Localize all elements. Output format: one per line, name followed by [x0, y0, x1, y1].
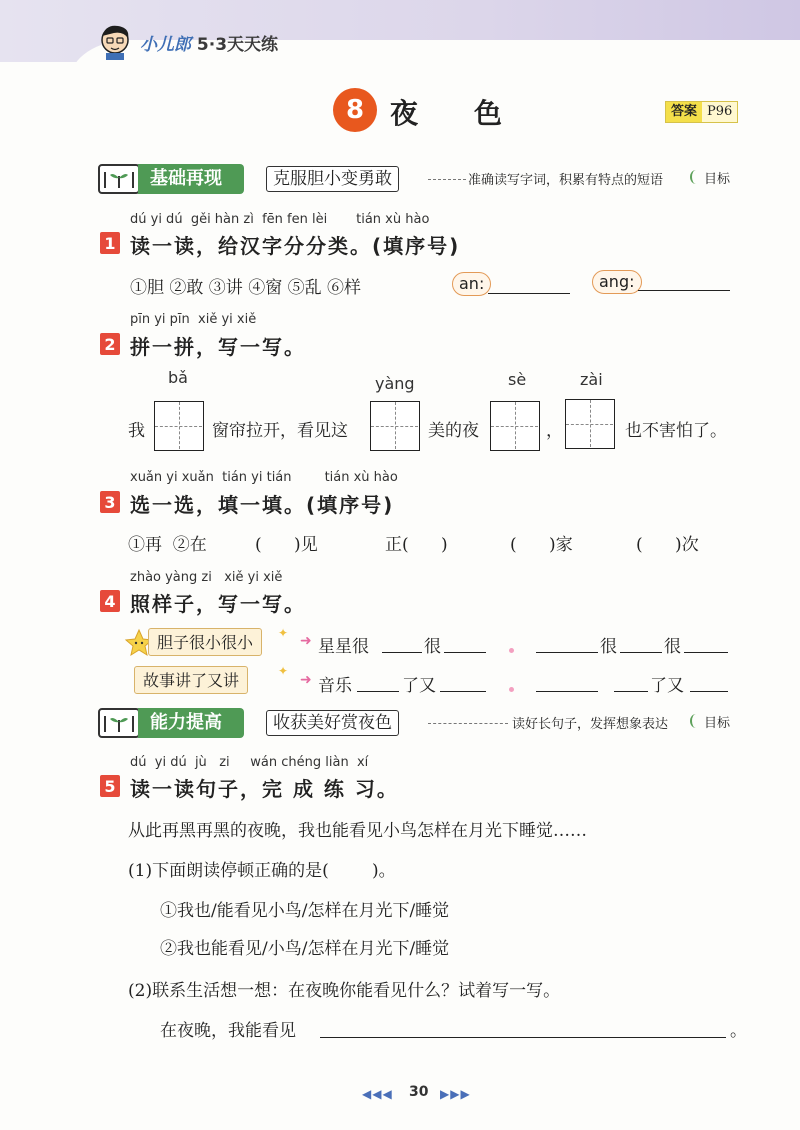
- separator-dot: [509, 687, 514, 692]
- q3-blank4[interactable]: ( )次: [636, 535, 699, 555]
- divider: [428, 723, 508, 724]
- q3-blank3[interactable]: ( )家: [510, 535, 573, 555]
- q4-instruction: 照样子，写一写。: [130, 592, 306, 616]
- left-arrows-icon: ◀◀◀: [362, 1087, 393, 1101]
- pill-ang: ang:: [592, 270, 642, 294]
- answer-reference: [665, 101, 738, 123]
- q1-number: 1: [100, 232, 120, 254]
- q5-instruction: 读一读句子，完 成 练 习。: [130, 777, 399, 801]
- q3-blank1[interactable]: ( )见: [255, 535, 318, 555]
- section-goal: 读好长句子，发挥想象表达: [512, 717, 669, 732]
- q5-answer-line[interactable]: [320, 1036, 726, 1038]
- q2-instruction: 拼一拼，写一写。: [130, 335, 306, 359]
- q2-seg1: 我: [128, 421, 145, 441]
- q5-option1: ①我也/能看见小鸟/怎样在月光下/睡觉: [160, 901, 450, 921]
- q2-number: 2: [100, 333, 120, 355]
- q5-number: 5: [100, 775, 120, 797]
- pill-an: an:: [452, 272, 491, 296]
- q3-options: ①再 ②在: [128, 535, 207, 555]
- right-arrows-icon: ▶▶▶: [440, 1087, 471, 1101]
- example-box-1: 胆子很小很小: [148, 628, 262, 656]
- q4-row1-b: 很: [424, 637, 441, 657]
- series-name: 5·3天天练: [196, 35, 279, 55]
- brand-logo: [140, 30, 278, 55]
- section-target-label: 目标: [690, 712, 730, 731]
- book-sprout-icon: [98, 164, 140, 194]
- answer-line[interactable]: [614, 690, 648, 692]
- answer-line[interactable]: [444, 651, 486, 653]
- pinyin-ba: bǎ: [168, 368, 188, 387]
- answer-line[interactable]: [690, 690, 728, 692]
- q4-row1-d: 很: [664, 637, 681, 657]
- q1-instruction: 读一读，给汉字分分类。(填序号): [130, 234, 461, 258]
- tianzige-box[interactable]: [370, 401, 420, 451]
- section-label: 基础再现: [138, 164, 244, 194]
- answer-line[interactable]: [684, 651, 728, 653]
- q2-seg5: 也不害怕了。: [625, 421, 727, 441]
- q4-row1-c: 很: [600, 637, 617, 657]
- answer-line[interactable]: [536, 651, 598, 653]
- arrow-icon: ➜: [300, 633, 312, 649]
- divider: [428, 179, 466, 180]
- kid-mascot-icon: [98, 22, 132, 60]
- answer-line[interactable]: [357, 690, 399, 692]
- q4-row2-c: 了又: [650, 676, 684, 696]
- lesson-number-badge: 8: [333, 88, 377, 132]
- answer-line[interactable]: [536, 690, 598, 692]
- q2-seg2: 窗帘拉开，看见这: [212, 421, 348, 441]
- q5-sub2: (2)联系生活想一想：在夜晚你能看见什么？试着写一写。: [128, 981, 561, 1001]
- page-number: 30: [409, 1084, 429, 1100]
- section-target-label: 目标: [690, 168, 730, 187]
- q2-seg4: ，: [546, 421, 563, 441]
- q2-pinyin: pīn yi pīn xiě yi xiě: [130, 312, 257, 327]
- q5-answer-suffix: 。: [730, 1021, 747, 1041]
- book-sprout-icon: [98, 708, 140, 738]
- q4-pinyin: zhào yàng zi xiě yi xiě: [130, 570, 283, 585]
- lesson-title: 夜色: [390, 97, 559, 130]
- answer-line[interactable]: [382, 651, 422, 653]
- an-answer-line[interactable]: [488, 292, 570, 294]
- q5-answer-prefix: 在夜晚，我能看见: [160, 1021, 296, 1041]
- sparkle-icon: ✦: [278, 626, 289, 640]
- answer-label: 答案: [666, 102, 702, 122]
- q2-seg3: 美的夜: [428, 421, 479, 441]
- q3-pinyin: xuǎn yi xuǎn tián yi tián tián xù hào: [130, 470, 398, 485]
- q4-row1-a: 星星很: [318, 637, 369, 657]
- q5-pinyin: dú yi dú jù zi wán chéng liàn xí: [130, 755, 369, 770]
- tianzige-box[interactable]: [154, 401, 204, 451]
- section-subtitle: 克服胆小变勇敢: [266, 166, 399, 192]
- q3-instruction: 选一选，填一填。(填序号): [130, 493, 395, 517]
- q3-number: 3: [100, 491, 120, 513]
- sparkle-icon: ✦: [278, 664, 289, 678]
- tianzige-box[interactable]: [565, 399, 615, 449]
- q5-sentence: 从此再黑再黑的夜晚，我也能看见小鸟怎样在月光下睡觉……: [128, 821, 587, 841]
- section-banner-basics: [98, 164, 738, 194]
- q4-row2-b: 了又: [402, 676, 436, 696]
- q1-characters: ①胆 ②敢 ③讲 ④窗 ⑤乱 ⑥样: [130, 278, 362, 298]
- section-subtitle: 收获美好赏夜色: [266, 710, 399, 736]
- separator-dot: [509, 648, 514, 653]
- pinyin-yang: yàng: [375, 374, 415, 393]
- q3-blank2[interactable]: 正( ): [385, 535, 448, 555]
- example-box-2: 故事讲了又讲: [134, 666, 248, 694]
- arrow-icon: ➜: [300, 672, 312, 688]
- q1-pinyin: dú yi dú gěi hàn zì fēn fen lèi tián xù hào: [130, 212, 430, 227]
- brand-name: 小儿郎: [140, 35, 191, 55]
- answer-line[interactable]: [440, 690, 486, 692]
- q4-number: 4: [100, 590, 120, 612]
- q5-option2: ②我也能看见/小鸟/怎样在月光下/睡觉: [160, 939, 450, 959]
- section-label: 能力提高: [138, 708, 244, 738]
- pinyin-se: sè: [508, 370, 527, 389]
- section-goal: 准确读写字词，积累有特点的短语: [468, 173, 664, 188]
- answer-line[interactable]: [620, 651, 662, 653]
- pinyin-zai: zài: [580, 370, 603, 389]
- tianzige-box[interactable]: [490, 401, 540, 451]
- q5-sub1: (1)下面朗读停顿正确的是( )。: [128, 861, 396, 881]
- section-banner-ability: [98, 708, 738, 738]
- answer-page: P96: [702, 102, 737, 122]
- q4-row2-a: 音乐: [318, 676, 352, 696]
- ang-answer-line[interactable]: [638, 289, 730, 291]
